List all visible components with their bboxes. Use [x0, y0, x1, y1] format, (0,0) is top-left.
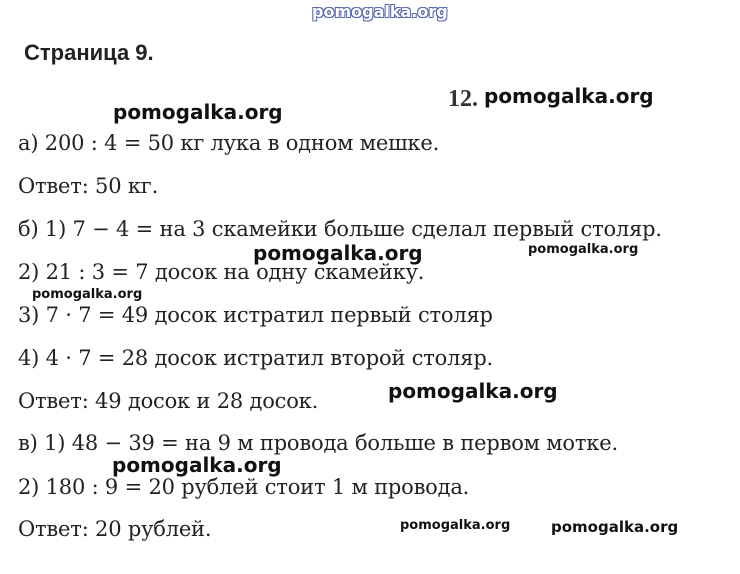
- answer-line-c: Ответ: 20 рублей.: [18, 517, 212, 541]
- watermark: pomogalka.org: [551, 518, 679, 536]
- solution-line-c1: в) 1) 48 − 39 = на 9 м провода больше в первом мотке.: [18, 431, 618, 455]
- solution-line-b1: б) 1) 7 − 4 = на 3 скамейки больше сделал первый столяр.: [18, 217, 662, 241]
- answer-line-b: Ответ: 49 досок и 28 досок.: [18, 389, 319, 413]
- answer-line-a: Ответ: 50 кг.: [18, 174, 159, 198]
- watermark: pomogalka.org: [112, 453, 282, 477]
- watermark: pomogalka.org: [32, 287, 143, 302]
- watermark: pomogalka.org: [113, 100, 283, 124]
- watermark: pomogalka.org: [528, 242, 639, 257]
- task-number: 12.: [448, 86, 478, 112]
- solution-line-b3: 3) 7 · 7 = 49 досок истратил первый столяр: [18, 303, 493, 327]
- watermark: pomogalka.org: [388, 379, 558, 403]
- watermark: pomogalka.org: [400, 518, 511, 533]
- solution-line-b2: 2) 21 : 3 = 7 досок на одну скамейку.: [18, 260, 425, 284]
- page-title: Страница 9.: [24, 40, 154, 65]
- solution-line-b4: 4) 4 · 7 = 28 досок истратил второй столяр.: [18, 346, 494, 370]
- watermark: pomogalka.org: [253, 241, 423, 265]
- watermark: pomogalka.org: [484, 84, 654, 108]
- solution-line-a: а) 200 : 4 = 50 кг лука в одном мешке.: [18, 131, 440, 155]
- watermark-top: pomogalka.org: [312, 2, 448, 21]
- solution-line-c2: 2) 180 : 9 = 20 рублей стоит 1 м провода.: [18, 475, 470, 499]
